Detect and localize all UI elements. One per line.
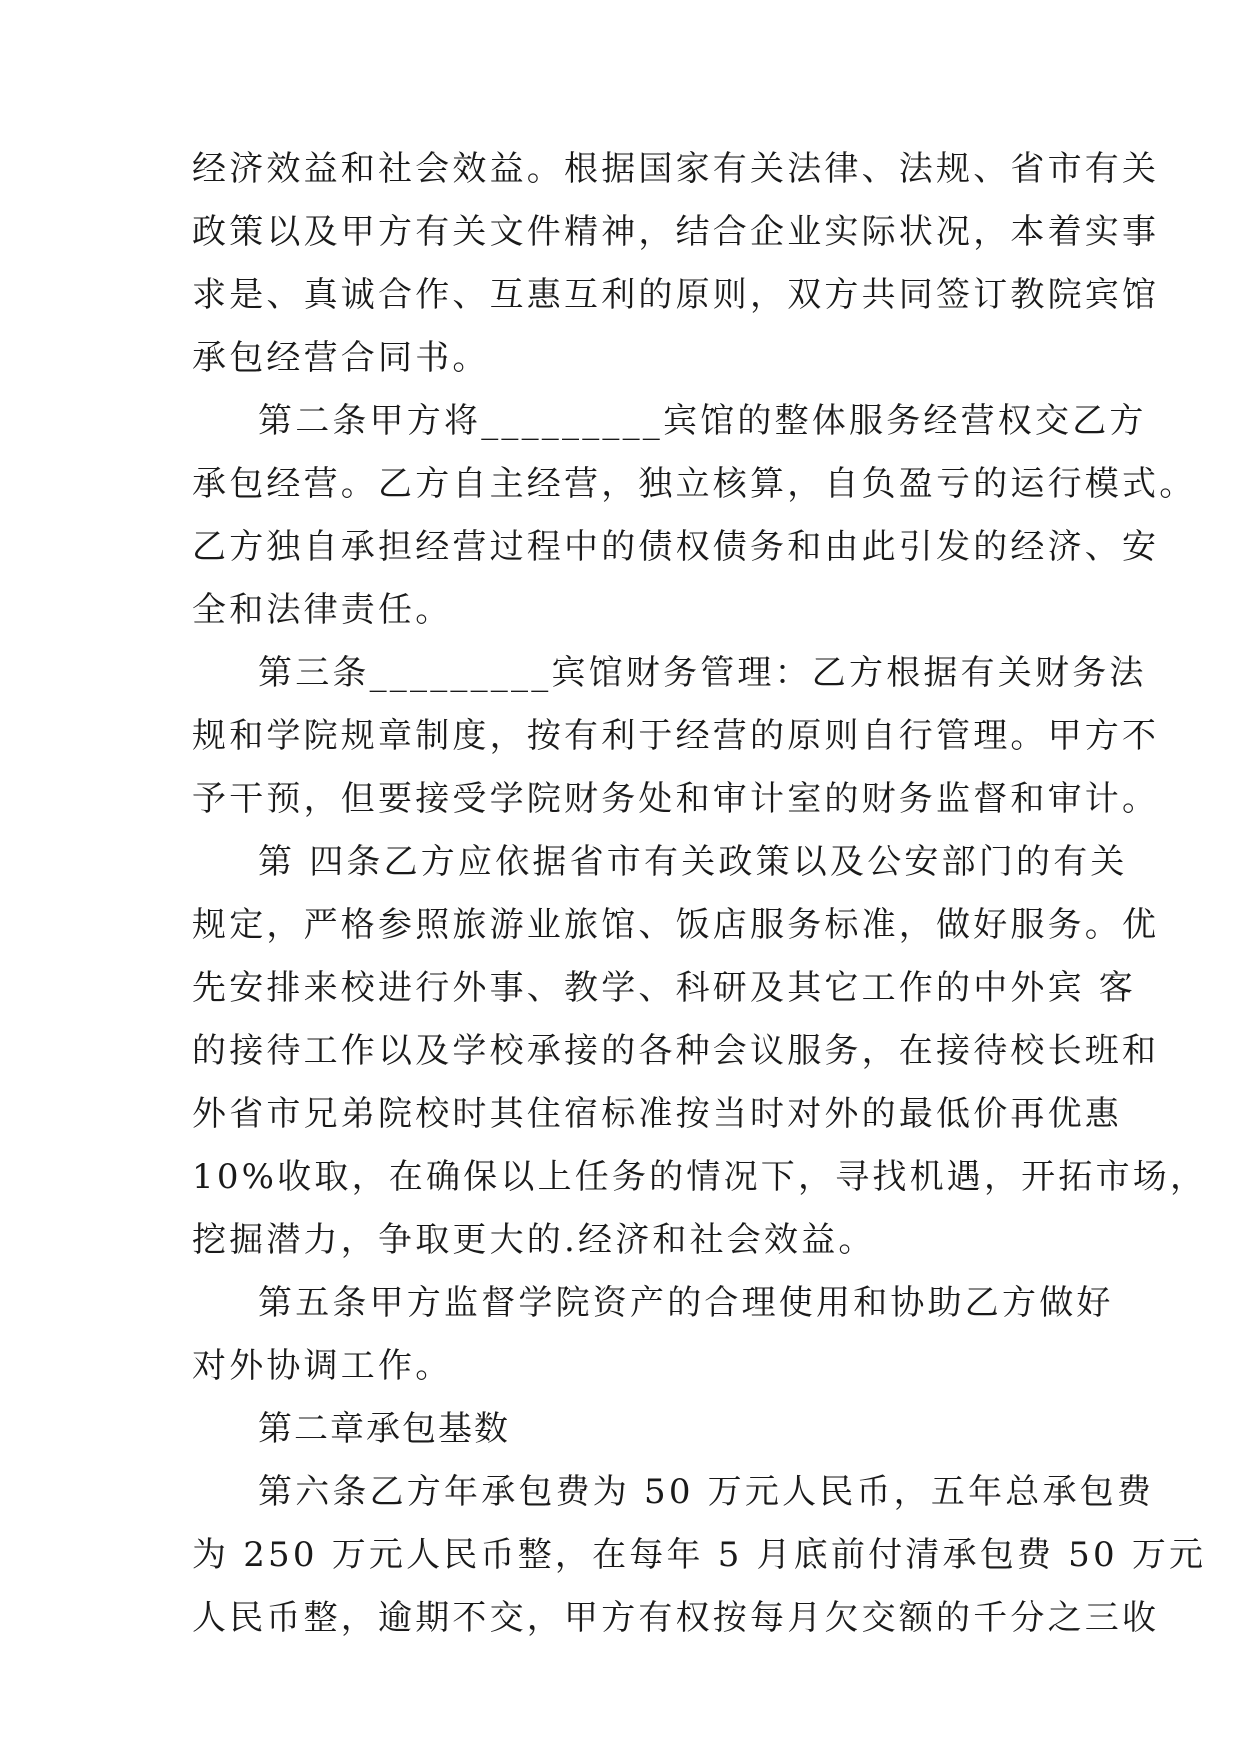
text-line: 予干预，但要接受学院财务处和审计室的财务监督和审计。 xyxy=(192,779,1160,819)
text-line: 求是、真诚合作、互惠互利的原则，双方共同签订教院宾馆 xyxy=(192,275,1160,315)
text-line: 全和法律责任。 xyxy=(192,590,453,630)
text-line: 人民币整，逾期不交，甲方有权按每月欠交额的千分之三收 xyxy=(192,1598,1160,1638)
text-line: 乙方独自承担经营过程中的债权债务和由此引发的经济、安 xyxy=(192,527,1160,567)
text-line: 规和学院规章制度，按有利于经营的原则自行管理。甲方不 xyxy=(192,716,1160,756)
text-line: 先安排来校进行外事、教学、科研及其它工作的中外宾 客 xyxy=(192,968,1137,1008)
text-line: 10%收取，在确保以上任务的情况下，寻找机遇，开拓市场， xyxy=(192,1157,1208,1197)
article-6-line: 第六条乙方年承包费为 50 万元人民币，五年总承包费 xyxy=(258,1472,1155,1512)
text-line: 对外协调工作。 xyxy=(192,1346,453,1386)
text-line: 规定，严格参照旅游业旅馆、饭店服务标准，做好服务。优 xyxy=(192,905,1160,945)
article-4-line: 第 四条乙方应依据省市有关政策以及公安部门的有关 xyxy=(258,842,1128,882)
text-line: 政策以及甲方有关文件精神，结合企业实际状况，本着实事 xyxy=(192,212,1160,252)
article-3-line: 第三条_________宾馆财务管理：乙方根据有关财务法 xyxy=(258,653,1147,693)
text-line: 挖掘潜力，争取更大的.经济和社会效益。 xyxy=(192,1220,876,1260)
text-line: 承包经营合同书。 xyxy=(192,338,490,378)
text-line: 的接待工作以及学校承接的各种会议服务，在接待校长班和 xyxy=(192,1031,1160,1071)
article-5-line: 第五条甲方监督学院资产的合理使用和协助乙方做好 xyxy=(258,1283,1114,1323)
text-line: 承包经营。乙方自主经营，独立核算，自负盈亏的运行模式。 xyxy=(192,464,1197,504)
text-line: 外省市兄弟院校时其住宿标准按当时对外的最低价再优惠 xyxy=(192,1094,1122,1134)
article-2-line: 第二条甲方将_________宾馆的整体服务经营权交乙方 xyxy=(258,401,1147,441)
chapter-heading: 第二章承包基数 xyxy=(258,1409,510,1449)
text-line: 为 250 万元人民币整，在每年 5 月底前付清承包费 50 万元 xyxy=(192,1535,1207,1575)
text-line: 经济效益和社会效益。根据国家有关法律、法规、省市有关 xyxy=(192,149,1160,189)
